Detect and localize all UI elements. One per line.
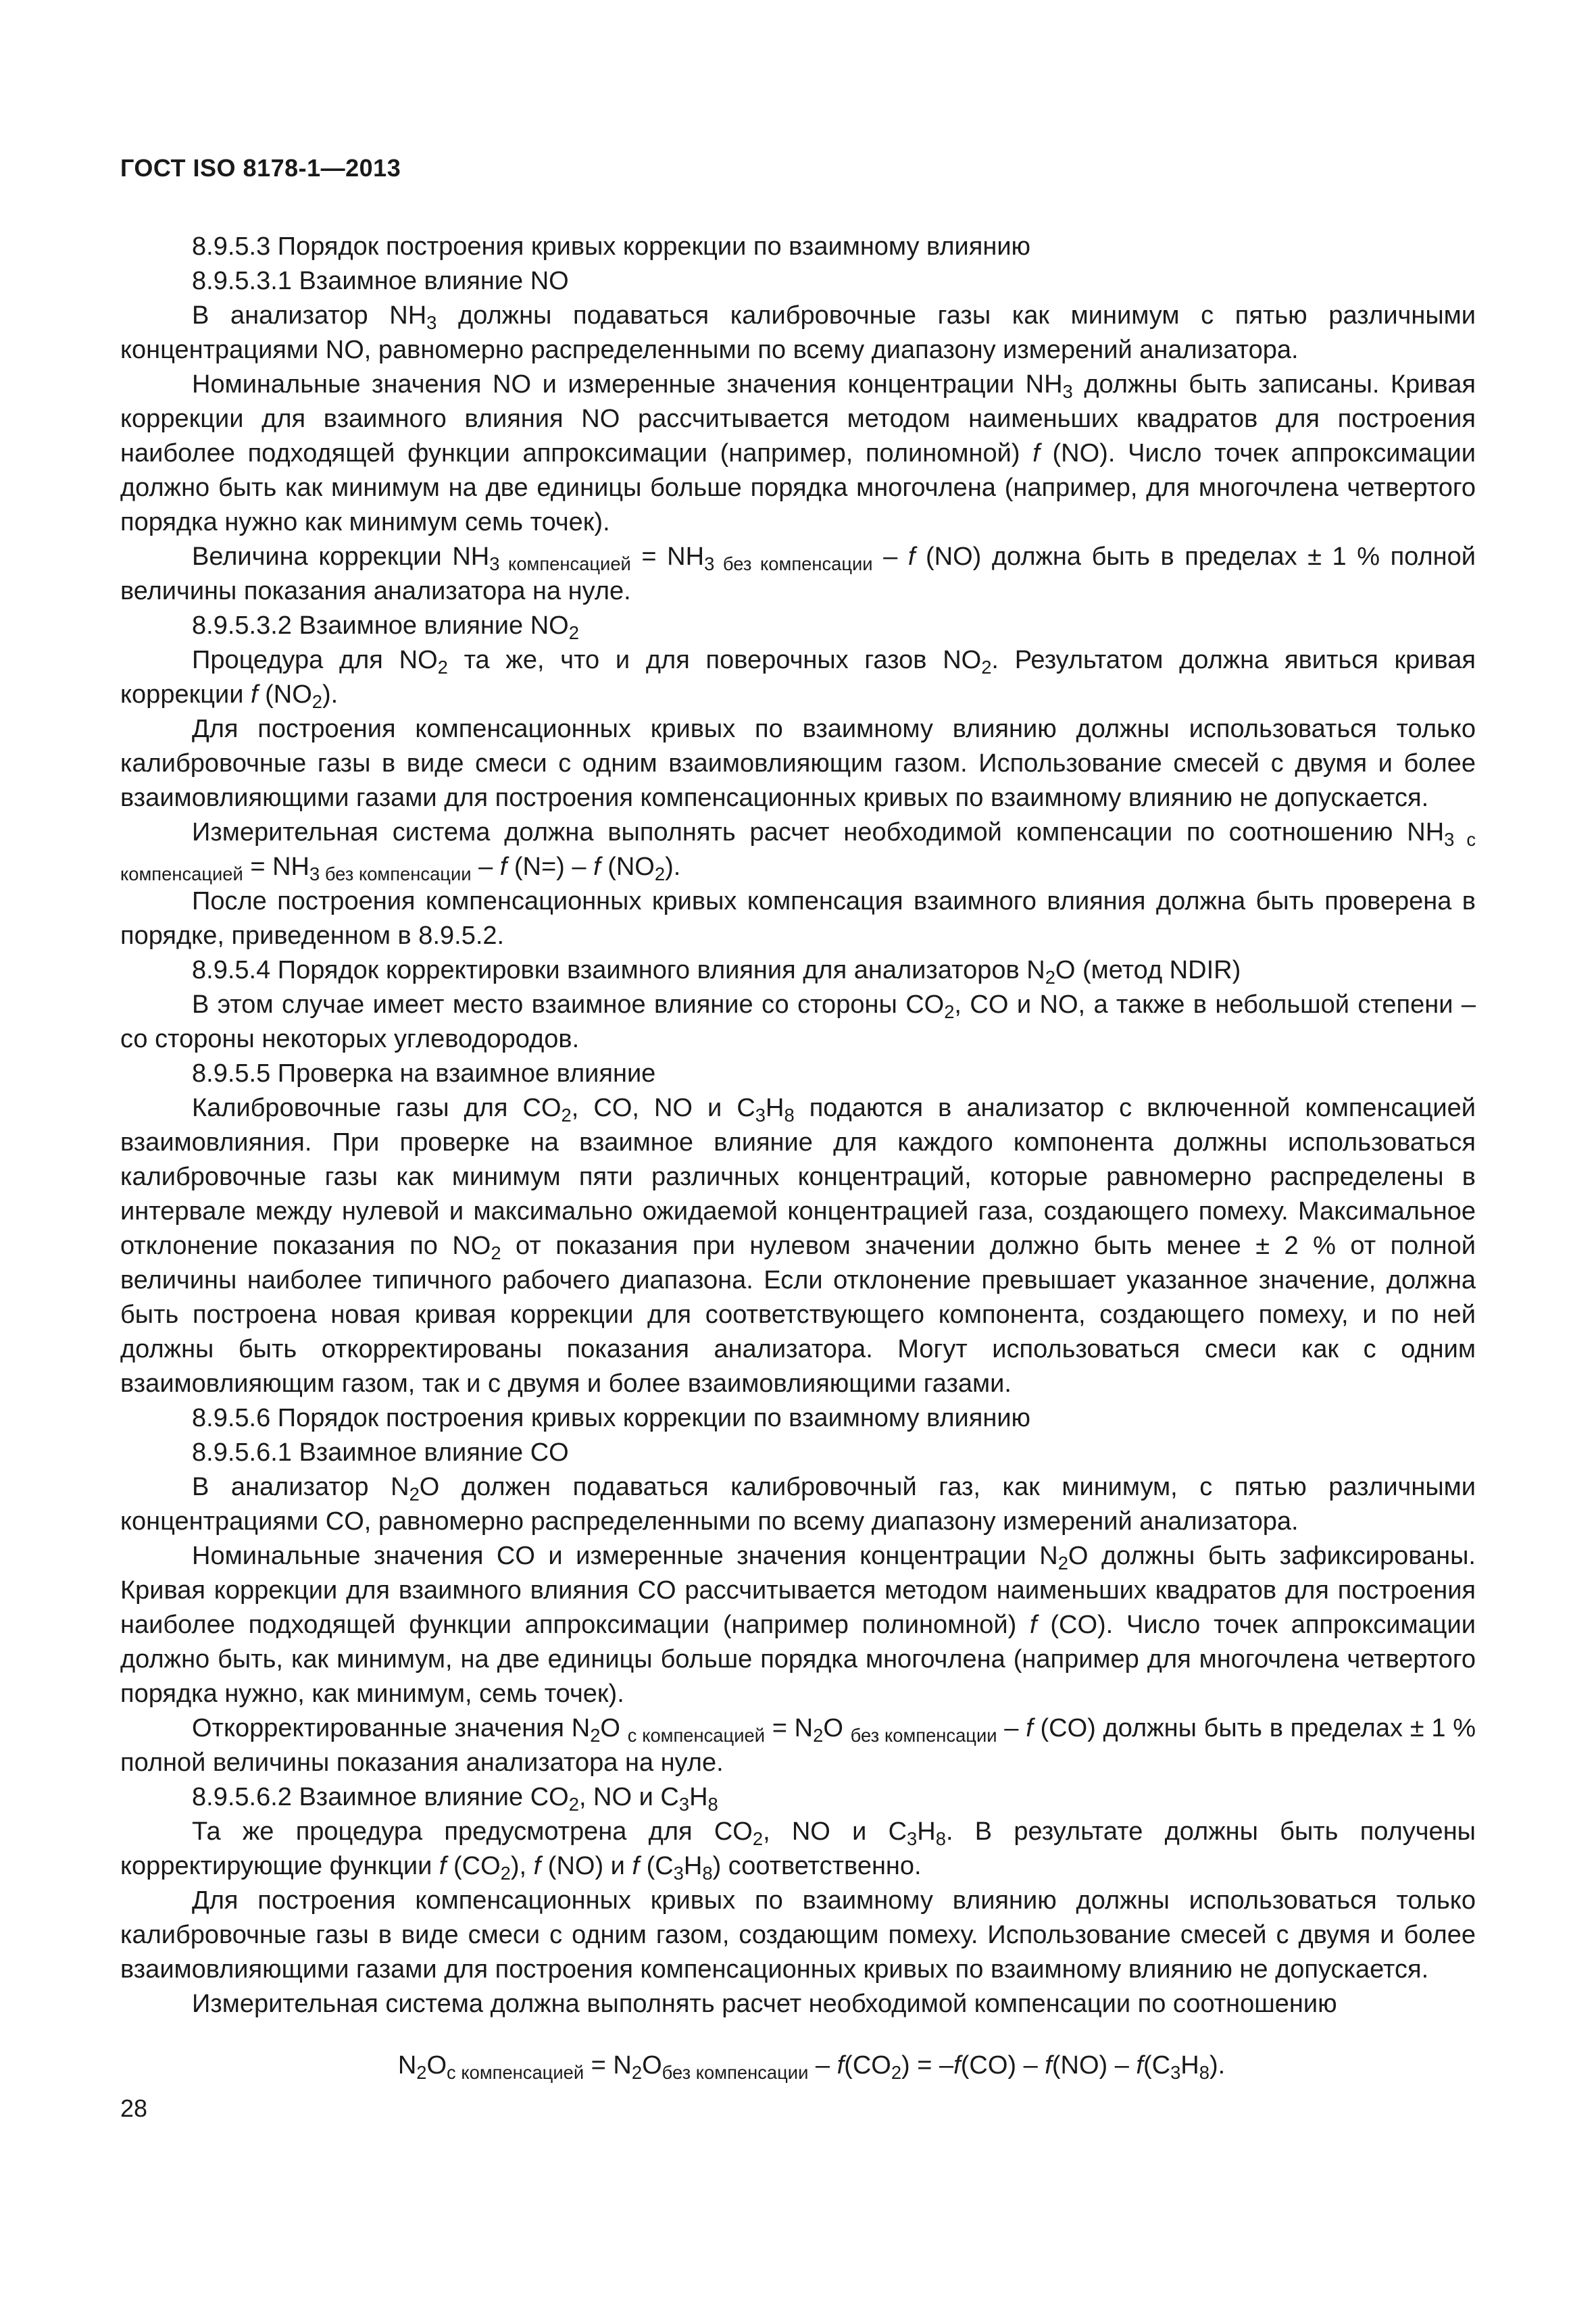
paragraph: Калибровочные газы для $CO_2$, CO, NO и $C_3H_8$ подаются в анализатор с включенной компенсацией взаимовлияния. При проверке на взаимное влияние для каждого компонента должны использоваться калибровочные газы как минимум пяти различных концентраций, которые равномерно распределены в интервале между нулевой и максимально ожидаемой концентрацией газа, создающего помеху. Максимальное отклонение показания по $NO_2$ от показания при нулевом значении должно быть менее ± 2 % от полной величины наиболее типичного рабочего диапазона. Если отклонение превышает указанное значение, должна быть построена новая кривая коррекции для соответствующего компонента, создающего помеху, и по ней должны быть откорректированы показания анализатора. Могут использоваться смеси как с одним взаимовлияющим газом, так и с двумя и более взаимовлияющими газами.	[120, 1094, 1476, 1398]
compensation-formula: $N_2O_{с компенсацией} = N_2O_{без компенсации} - f(CO_2) = -f(CO) - f(NO) - f(C_3H_8)$.	[397, 2051, 1226, 2084]
paragraph: В анализатор $N_2O$ должен подаваться калибровочный газ, как минимум, с пятью различными концентрациями CO, равномерно распределенными по всему диапазону измерений анализатора.	[120, 1473, 1476, 1536]
paragraph: Для построения компенсационных кривых по взаимному влиянию должны использоваться только калибровочные газы в виде смеси с одним газом, создающим помеху. Использование смесей с двумя и более взаимовлияющими газами для построения компенсационных кривых по взаимному влиянию не допускается.	[120, 1886, 1476, 1984]
section-heading: 8.9.5.6.1 Взаимное влияние CO	[192, 1438, 569, 1467]
paragraph-list	[120, 230, 1476, 2021]
section-heading: 8.9.5.3.1 Взаимное влияние NO	[192, 267, 569, 295]
paragraph: Величина коррекции $NH_{3 компенсацией} = NH_{3 без компенсации} - f$ (NO) должна быть в пределах ± 1 % полной величины показания анализатора на нуле.	[120, 543, 1476, 605]
document-header: ГОСТ ISO 8178-1—2013	[120, 154, 401, 182]
section-heading: 8.9.5.3.2 Взаимное влияние $NO_2$	[192, 611, 579, 644]
paragraph: Номинальные значения NO и измеренные значения концентрации $NH_3$ должны быть записаны. Кривая коррекции для взаимного влияния NO рассчитывается методом наименьших квадратов для построения наиболее подходящей функции аппроксимации (например, полиномной) f (NO). Число точек аппроксимации должно быть как минимум на две единицы больше порядка многочлена (например, для многочлена четвертого порядка нужно как минимум семь точек).	[120, 370, 1476, 536]
paragraph: Откорректированные значения $N_2O$ $_{с компенсацией} = N_2O$ $_{без компенсации}$ – f (CO) должны быть в пределах ± 1 % полной величины показания анализатора на нуле.	[120, 1714, 1476, 1777]
paragraph: Для построения компенсационных кривых по взаимному влиянию должны использоваться только калибровочные газы в виде смеси с одним взаимовлияющим газом. Использование смесей с двумя и более взаимовлияющими газами для построения компенсационных кривых по взаимному влиянию не допускается.	[120, 715, 1476, 812]
paragraph: Измерительная система должна выполнять расчет необходимой компенсации по соотношению	[192, 1990, 1337, 2018]
section-heading: 8.9.5.6 Порядок построения кривых коррекции по взаимному влиянию	[192, 1404, 1031, 1432]
paragraph: Та же процедура предусмотрена для $CO_2$, NO и $C_3H_8$. В результате должны быть получены корректирующие функции f $(CO_2)$, f (NO) и f $(C_3H_8)$ соответственно.	[120, 1817, 1476, 1884]
section-heading: 8.9.5.5 Проверка на взаимное влияние	[192, 1059, 656, 1088]
paragraph: В этом случае имеет место взаимное влияние со стороны $CO_2$, CO и NO, а также в небольшой степени – со стороны некоторых углеводородов.	[120, 990, 1476, 1053]
page-number: 28	[120, 2094, 148, 2122]
paragraph: В анализатор $NH_3$ должны подаваться калибровочные газы как минимум с пятью различными концентрациями NO, равномерно распределенными по всему диапазону измерений анализатора.	[120, 301, 1476, 364]
section-heading: 8.9.5.3 Порядок построения кривых коррекции по взаимному влиянию	[192, 232, 1031, 261]
section-heading: 8.9.5.4 Порядок корректировки взаимного влияния для анализаторов $N_2O$ (метод NDIR)	[192, 956, 1241, 988]
paragraph: После построения компенсационных кривых компенсация взаимного влияния должна быть проверена в порядке, приведенном в 8.9.5.2.	[120, 887, 1476, 950]
body-text	[120, 230, 1476, 2083]
section-heading: 8.9.5.6.2 Взаимное влияние $CO_2$, NO и $C_3H_8$	[192, 1783, 718, 1815]
paragraph: Измерительная система должна выполнять расчет необходимой компенсации по соотношению $NH_{3 с компенсацией} = NH_{3 без компенсации} - f$ (N=) – f $(NO_2)$.	[120, 818, 1476, 885]
paragraph: Процедура для $NO_2$ та же, что и для поверочных газов $NO_2$. Результатом должна явиться кривая коррекции f $(NO_2)$.	[120, 646, 1476, 713]
paragraph: Номинальные значения CO и измеренные значения концентрации $N_2O$ должны быть зафиксированы. Кривая коррекции для взаимного влияния CO рассчитывается методом наименьших квадратов для построения наиболее подходящей функции аппроксимации (например полиномной) f (CO). Число точек аппроксимации должно быть, как минимум, на две единицы больше порядка многочлена (например для многочлена четвертого порядка нужно, как минимум, семь точек).	[120, 1542, 1476, 1708]
